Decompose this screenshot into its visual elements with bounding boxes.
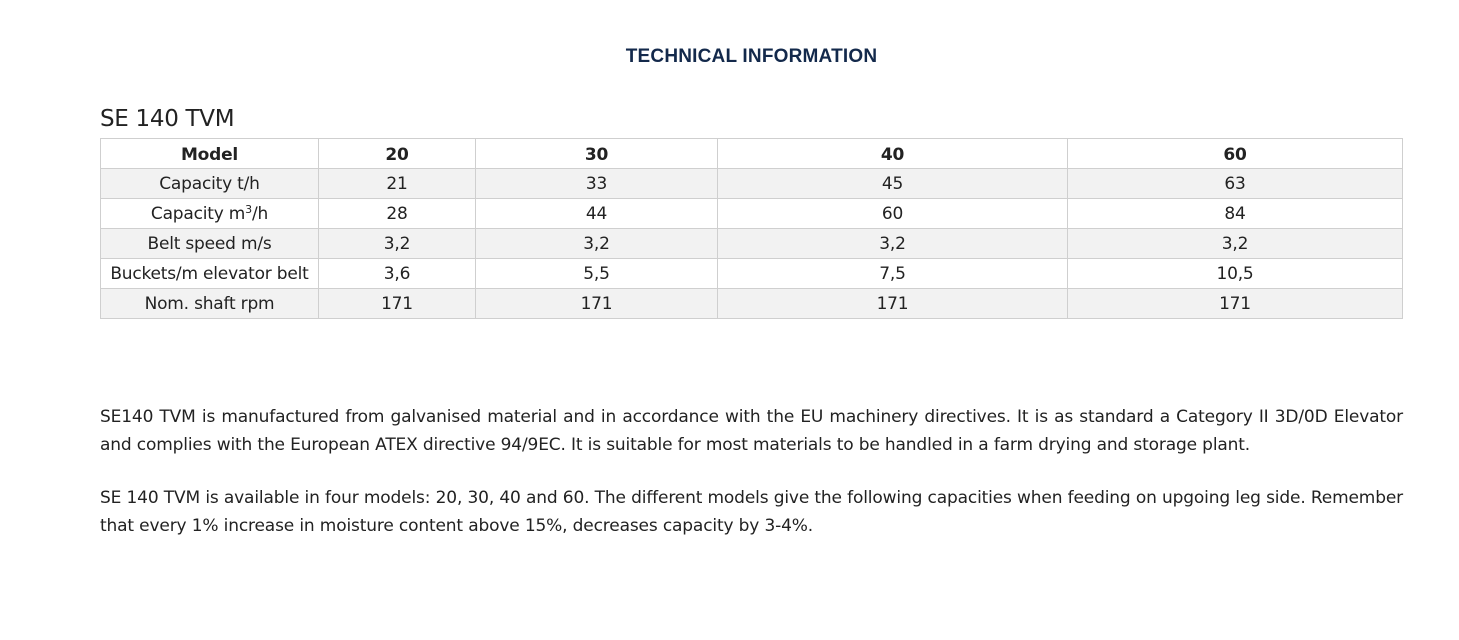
section-heading: TECHNICAL INFORMATION — [625, 46, 878, 67]
row-label-shaft-rpm: Nom. shaft rpm — [101, 289, 319, 319]
row-label-capacity-tph: Capacity t/h — [101, 169, 319, 199]
table-header-row — [101, 139, 1403, 169]
row-label-capacity-m3h — [101, 199, 319, 229]
models-paragraph: SE 140 TVM is available in four models: 20, 30, 40 and 60. The different models give the following capacities when feeding on upgoing leg side. Remember that every 1% increase in moisture content above 15%, decreases capacity by 3-4%. — [100, 488, 1403, 536]
row-label-tail: /h — [251, 204, 269, 224]
table-cell: 171 — [476, 289, 718, 319]
description-paragraph: SE140 TVM is manufactured from galvanised material and in accordance with the EU machinery directives. It is as standard a Category II 3D/0D Elevator and complies with the European ATEX directive 94/9EC. It is suitable for most materials to be handled in a farm drying and storage plant. — [100, 407, 1403, 455]
table-cell: 3,2 — [476, 229, 718, 259]
table-cell: 3,2 — [319, 229, 476, 259]
header-model-label: Model — [101, 139, 319, 169]
table-cell: 33 — [476, 169, 718, 199]
table-cell: 7,5 — [718, 259, 1068, 289]
table-cell: 3,2 — [1068, 229, 1403, 259]
table-cell: 84 — [1068, 199, 1403, 229]
table-cell: 60 — [718, 199, 1068, 229]
header-model-60: 60 — [1068, 139, 1403, 169]
header-model-30: 30 — [476, 139, 718, 169]
row-label-text: Capacity m — [150, 204, 246, 224]
table-cell: 44 — [476, 199, 718, 229]
table-cell: 171 — [319, 289, 476, 319]
table-cell: 3,6 — [319, 259, 476, 289]
table-cell: 171 — [1068, 289, 1403, 319]
row-label-buckets: Buckets/m elevator belt — [101, 259, 319, 289]
spec-table — [100, 138, 1403, 319]
table-cell: 63 — [1068, 169, 1403, 199]
table-row — [101, 229, 1403, 259]
table-row — [101, 169, 1403, 199]
table-row — [101, 289, 1403, 319]
table-cell: 171 — [718, 289, 1068, 319]
header-model-40: 40 — [718, 139, 1068, 169]
table-cell: 21 — [319, 169, 476, 199]
table-row — [101, 199, 1403, 229]
table-cell: 5,5 — [476, 259, 718, 289]
header-model-20: 20 — [319, 139, 476, 169]
table-cell: 45 — [718, 169, 1068, 199]
table-row — [101, 259, 1403, 289]
superscript: 3 — [245, 203, 252, 216]
table-cell: 3,2 — [718, 229, 1068, 259]
row-label-belt-speed: Belt speed m/s — [101, 229, 319, 259]
product-title: SE 140 TVM — [100, 106, 235, 132]
table-cell: 28 — [319, 199, 476, 229]
table-cell: 10,5 — [1068, 259, 1403, 289]
